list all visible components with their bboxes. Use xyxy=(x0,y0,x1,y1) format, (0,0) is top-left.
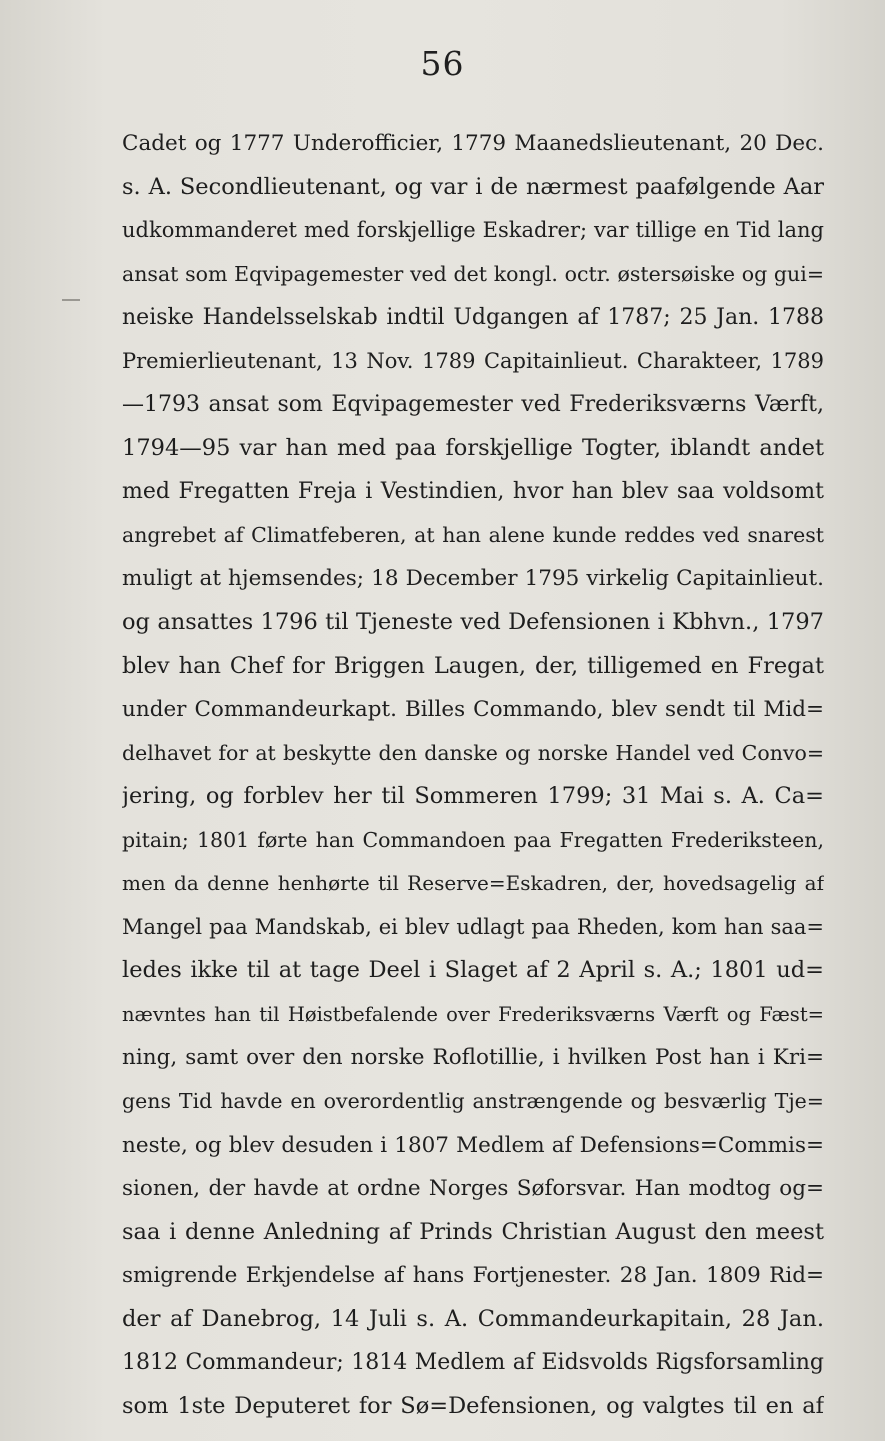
text-line: angrebet af Climatfeberen, at han alene kunde reddes ved snarest xyxy=(122,522,824,547)
text-line: blev han Chef for Briggen Laugen, der, tilligemed en Fregat xyxy=(122,652,824,679)
text-line: neiske Handelsselskab indtil Udgangen af 1787; 25 Jan. 1788 xyxy=(122,305,824,331)
text-line: Cadet og 1777 Underofficier, 1779 Maanedslieutenant, 20 Dec. xyxy=(122,131,824,156)
text-line: neste, og blev desuden i 1807 Medlem af Defensions=Commis= xyxy=(122,1132,824,1158)
text-line: der af Danebrog, 14 Juli s. A. Commandeurkapitain, 28 Jan. xyxy=(122,1305,824,1332)
text-line: muligt at hjemsendes; 18 December 1795 virkelig Capitainlieut. xyxy=(122,566,824,592)
text-line: ledes ikke til at tage Deel i Slaget af 2 April s. A.; 1801 ud= xyxy=(122,957,824,984)
text-line: 1794—95 var han med paa forskjellige Togter, iblandt andet xyxy=(122,434,824,461)
text-line: ning, samt over den norske Roflotillie, i hvilken Post han i Kri= xyxy=(122,1045,824,1071)
text-line: under Commandeurkapt. Billes Commando, blev sendt til Mid= xyxy=(122,697,824,723)
margin-mark xyxy=(62,299,80,301)
text-line: jering, og forblev her til Sommeren 1799; 31 Mai s. A. Ca= xyxy=(122,783,824,810)
text-line: ansat som Eqvipagemester ved det kongl. octr. østersøiske og gui= xyxy=(122,261,824,286)
text-line: saa i denne Anledning af Prinds Christian August den meest xyxy=(122,1218,824,1245)
text-line: delhavet for at beskytte den danske og norske Handel ved Convo= xyxy=(122,740,824,765)
text-line: smigrende Erkjendelse af hans Fortjenester. 28 Jan. 1809 Rid= xyxy=(122,1263,824,1289)
text-line: Mangel paa Mandskab, ei blev udlagt paa Rheden, kom han saa= xyxy=(122,914,824,939)
text-line: sionen, der havde at ordne Norges Søforsvar. Han modtog og= xyxy=(122,1176,824,1202)
page-number: 56 xyxy=(420,44,465,83)
text-line: —1793 ansat som Eqvipagemester ved Frederiksværns Værft, xyxy=(122,392,824,418)
text-line: udkommanderet med forskjellige Eskadrer; var tillige en Tid lang xyxy=(122,218,824,243)
text-line: men da denne henhørte til Reserve=Eskadren, der, hovedsagelig af xyxy=(122,871,824,896)
text-line: pitain; 1801 førte han Commandoen paa Fregatten Frederiksteen, xyxy=(122,827,824,852)
text-line: som 1ste Deputeret for Sø=Defensionen, og valgtes til en af xyxy=(122,1392,824,1419)
text-line: og ansattes 1796 til Tjeneste ved Defensionen i Kbhvn., 1797 xyxy=(122,609,824,636)
text-line: Premierlieutenant, 13 Nov. 1789 Capitainlieut. Charakteer, 1789 xyxy=(122,348,824,373)
text-line: s. A. Secondlieutenant, og var i de nærmest paafølgende Aar xyxy=(122,173,824,200)
body-text xyxy=(122,122,824,1428)
text-line: med Fregatten Freja i Vestindien, hvor han blev saa voldsomt xyxy=(122,479,824,505)
text-line: nævntes han til Høistbefalende over Frederiksværns Værft og Fæst= xyxy=(122,1002,824,1026)
text-line: gens Tid havde en overordentlig anstrængende og besværlig Tje= xyxy=(122,1089,824,1114)
text-line: 1812 Commandeur; 1814 Medlem af Eidsvolds Rigsforsamling xyxy=(122,1350,824,1376)
